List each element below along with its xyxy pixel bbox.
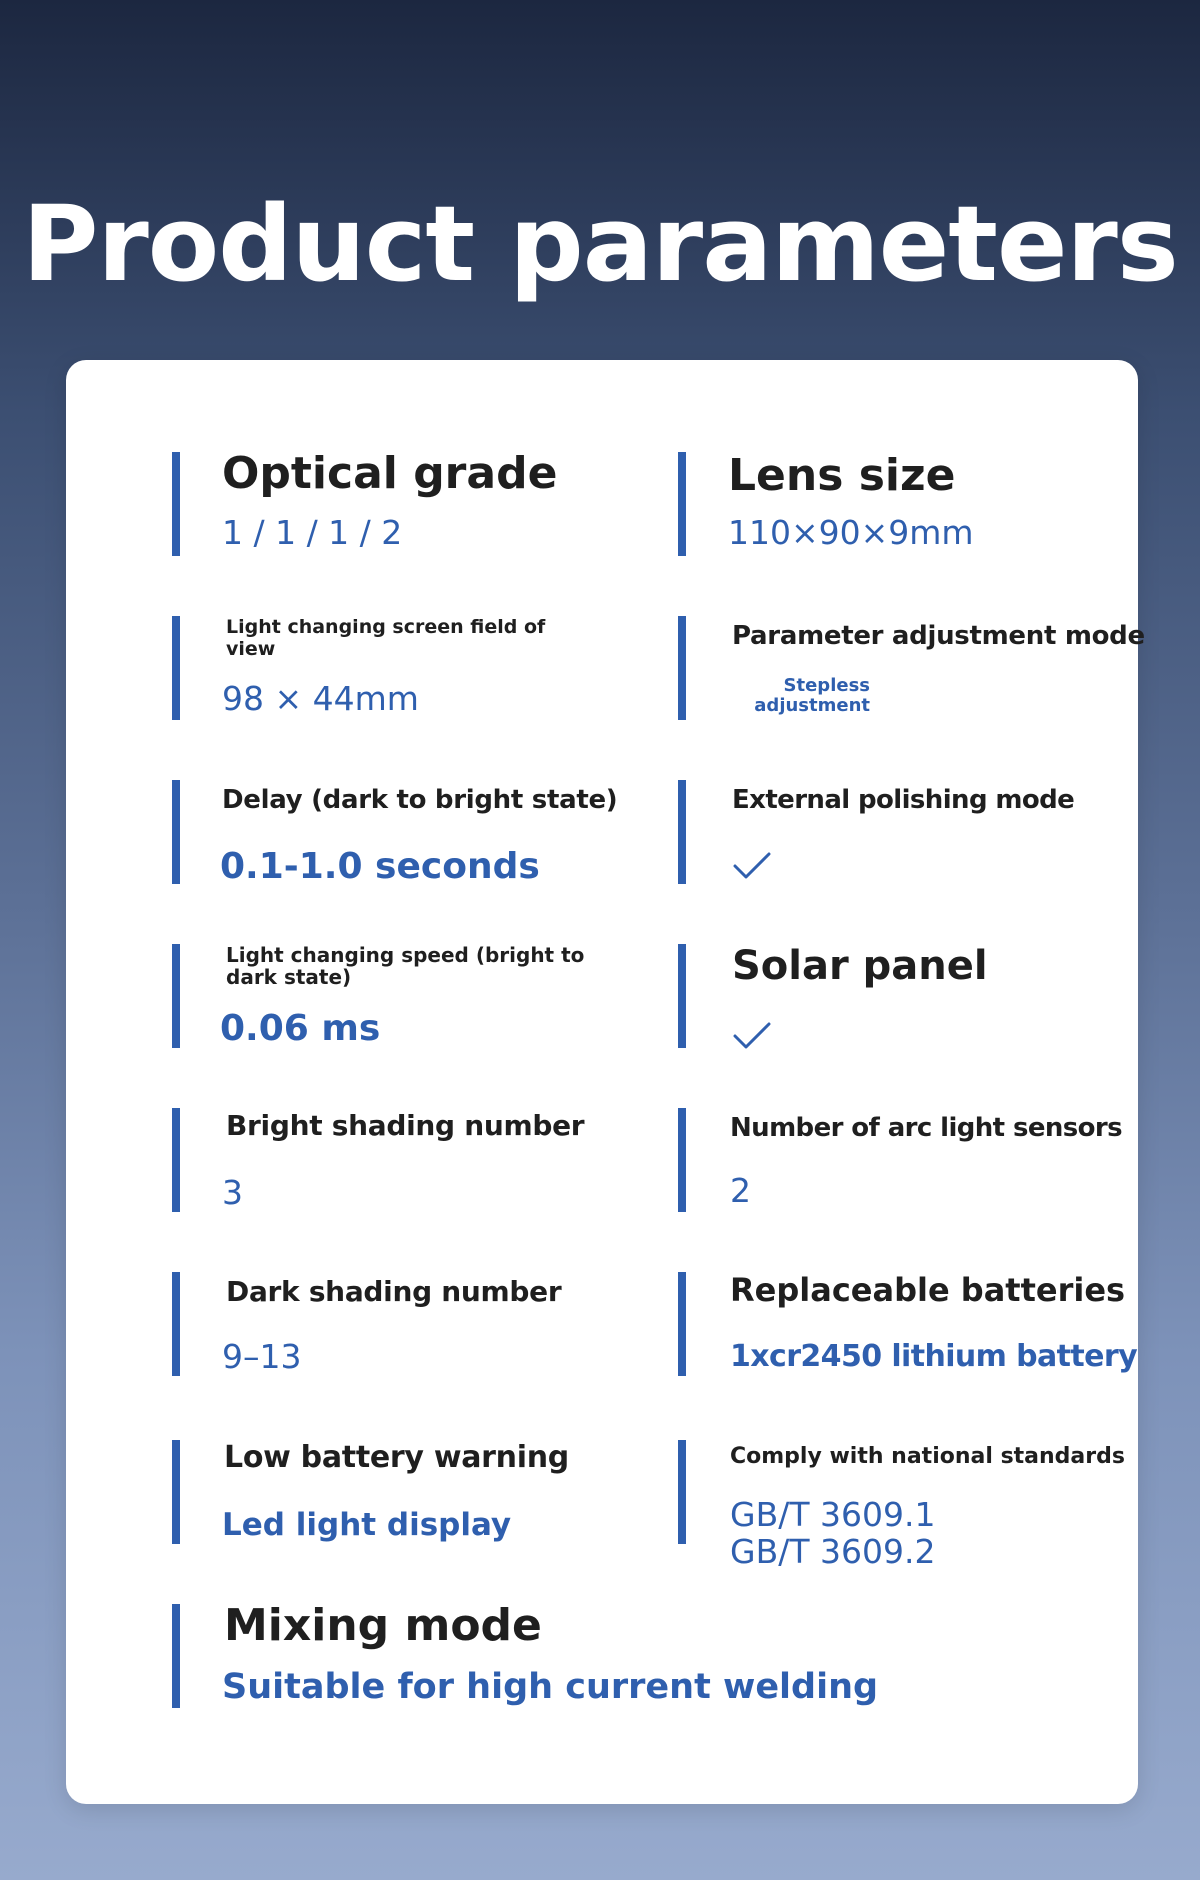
accent-bar	[172, 944, 180, 1048]
param-value: 9–13	[222, 1337, 302, 1376]
param-dark-shade	[172, 1272, 612, 1376]
param-label: Comply with national standards	[730, 1444, 1125, 1469]
param-switch-speed	[172, 944, 612, 1048]
accent-bar	[678, 1108, 686, 1212]
accent-bar	[678, 1440, 686, 1544]
param-low-battery	[172, 1440, 612, 1544]
param-label: Replaceable batteries	[730, 1271, 1126, 1309]
param-value: 2	[730, 1171, 751, 1210]
param-label: Light changing speed (bright to dark state)	[226, 943, 585, 989]
param-lens-size	[678, 452, 1118, 556]
param-standards	[678, 1440, 1125, 1571]
param-solar-panel	[678, 944, 1118, 1048]
param-optical-grade	[172, 448, 612, 556]
param-label: Lens size	[728, 450, 956, 501]
accent-bar	[678, 944, 686, 1048]
param-label: Bright shading number	[226, 1109, 585, 1142]
accent-bar	[678, 780, 686, 884]
param-label: Optical grade	[222, 448, 558, 499]
param-label: Solar panel	[732, 943, 988, 989]
param-arc-sensors	[678, 1108, 1123, 1212]
param-label: Parameter adjustment mode	[732, 621, 1145, 651]
param-label: Delay (dark to bright state)	[222, 785, 618, 815]
param-label: Number of arc light sensors	[730, 1113, 1123, 1143]
accent-bar	[172, 616, 180, 720]
param-external-polishing	[678, 780, 1118, 884]
param-value: 110×90×9mm	[728, 513, 974, 552]
param-value: 3	[222, 1173, 243, 1212]
param-label: Low battery warning	[224, 1440, 569, 1475]
accent-bar	[678, 452, 686, 556]
accent-bar	[172, 780, 180, 884]
parameters-card	[66, 360, 1145, 1804]
param-mixing-mode	[172, 1600, 1072, 1708]
param-label: Mixing mode	[224, 1600, 542, 1651]
param-value: GB/T 3609.1	[730, 1495, 936, 1534]
param-value: 1xcr2450 lithium battery	[730, 1339, 1138, 1374]
param-value: 1 / 1 / 1 / 2	[222, 513, 403, 552]
param-value: GB/T 3609.2	[730, 1532, 936, 1571]
page-title: Product parameters	[22, 183, 1178, 305]
param-label: External polishing mode	[732, 785, 1075, 815]
param-delay	[172, 780, 618, 887]
accent-bar	[678, 1272, 686, 1376]
param-value: Led light display	[222, 1507, 512, 1543]
param-adjustment-mode	[678, 616, 1145, 720]
param-batteries	[678, 1271, 1138, 1376]
accent-bar	[678, 616, 686, 720]
param-bright-shade	[172, 1108, 612, 1212]
accent-bar	[172, 1272, 180, 1376]
accent-bar	[172, 452, 180, 556]
param-field-of-view	[172, 616, 612, 720]
param-value: 98 × 44mm	[222, 679, 419, 718]
param-value: Stepless adjustment	[754, 675, 870, 716]
accent-bar	[172, 1604, 180, 1708]
param-value: Suitable for high current welding	[222, 1667, 879, 1707]
accent-bar	[172, 1108, 180, 1212]
param-label: Light changing screen field of view	[226, 616, 546, 660]
param-value: 0.1-1.0 seconds	[220, 846, 540, 887]
accent-bar	[172, 1440, 180, 1544]
param-value: 0.06 ms	[220, 1008, 381, 1049]
param-label: Dark shading number	[226, 1275, 562, 1308]
check-icon	[732, 1020, 772, 1052]
check-icon	[732, 850, 772, 882]
